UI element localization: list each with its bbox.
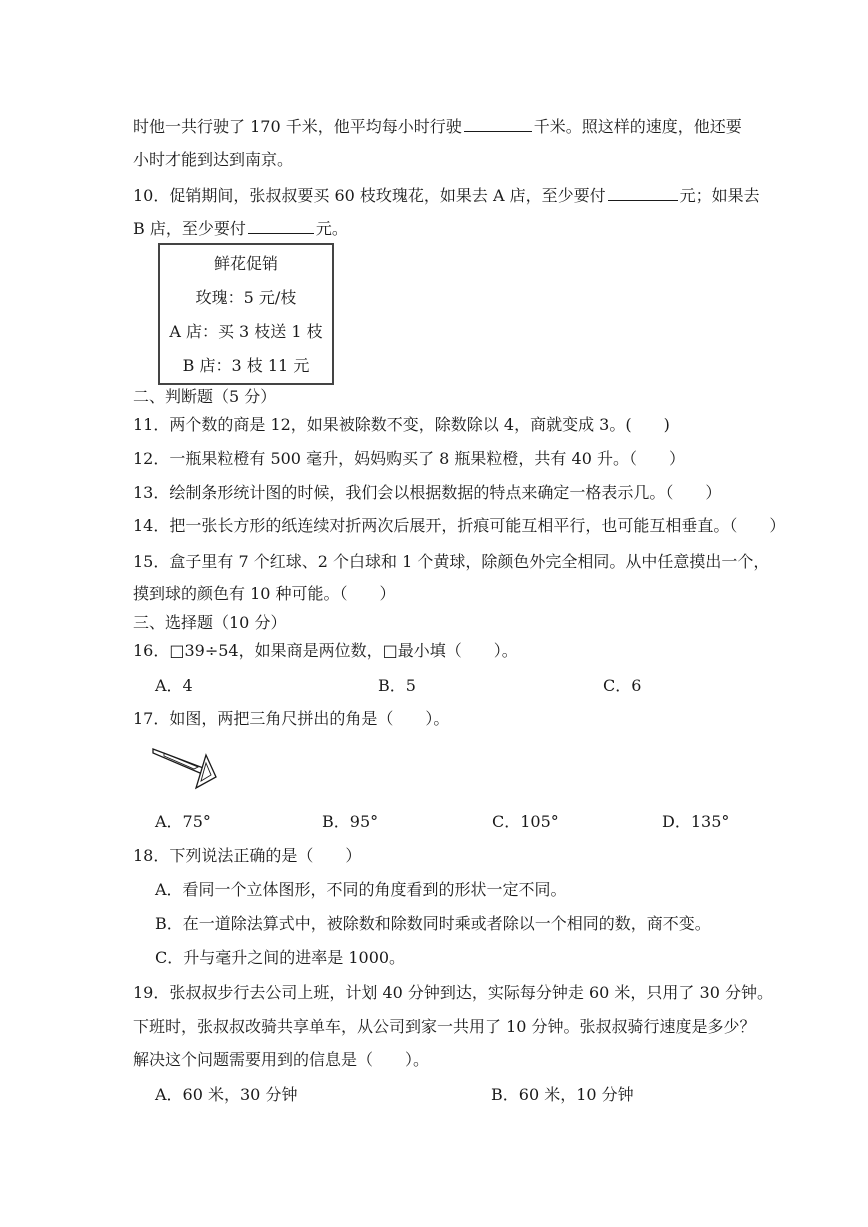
- judge-item: 14．把一张长方形的纸连续对折两次后展开，折痕可能互相平行，也可能互相垂直。（ ）: [133, 516, 786, 535]
- promo-title: 鲜花促销: [213, 254, 278, 273]
- q10-line2: [133, 218, 348, 239]
- q16-option-c[interactable]: C．6: [603, 676, 642, 695]
- judge-item: 13．绘制条形统计图的时候，我们会以根据数据的特点来确定一格表示几。（ ）: [133, 483, 722, 502]
- q19-option-a[interactable]: A．60 米，30 分钟: [155, 1085, 298, 1104]
- q19-line1: 19．张叔叔步行去公司上班，计划 40 分钟到达，实际每分钟走 60 米，只用了 30 分钟。: [133, 983, 773, 1002]
- set-squares-figure: [150, 745, 222, 799]
- q10-text-d: 元。: [315, 219, 348, 238]
- q9-line1: [133, 116, 742, 137]
- promo-box: [158, 243, 334, 385]
- answer-blank[interactable]: [464, 116, 532, 132]
- q18-option-b[interactable]: B．在一道除法算式中，被除数和除数同时乘或者除以一个相同的数，商不变。: [155, 914, 711, 933]
- q16-option-a[interactable]: A．4: [155, 676, 193, 695]
- q16-stem: 16．□39÷54，如果商是两位数，□最小填（ ）。: [133, 641, 518, 660]
- q18-option-a[interactable]: A．看同一个立体图形，不同的角度看到的形状一定不同。: [155, 880, 567, 899]
- promo-shop-b: B 店：3 枝 11 元: [182, 356, 310, 375]
- promo-price: 玫瑰：5 元/枝: [195, 288, 297, 307]
- q17-stem: 17．如图，两把三角尺拼出的角是（ ）。: [133, 709, 450, 728]
- q17-option-c[interactable]: C．105°: [492, 812, 559, 831]
- section3-heading: 三、选择题（10 分）: [133, 613, 287, 632]
- q9-text-a: 时他一共行驶了 170 千米，他平均每小时行驶: [133, 117, 462, 136]
- judge-item: 11．两个数的商是 12，如果被除数不变，除数除以 4，商就变成 3。( ): [133, 415, 670, 434]
- q17-option-a[interactable]: A．75°: [155, 812, 211, 831]
- q10-text-a: 10．促销期间，张叔叔要买 60 枝玫瑰花，如果去 A 店，至少要付: [133, 186, 606, 205]
- set-squares-icon: [150, 745, 222, 795]
- answer-blank[interactable]: [248, 218, 314, 234]
- q10-line1: [133, 185, 760, 206]
- q10-text-b: 元；如果去: [679, 186, 760, 205]
- q19-line2: 下班时，张叔叔改骑共享单车，从公司到家一共用了 10 分钟。张叔叔骑行速度是多少？: [133, 1017, 756, 1036]
- q9-text-b: 千米。照这样的速度，他还要: [533, 117, 742, 136]
- q18-option-c[interactable]: C．升与毫升之间的进率是 1000。: [155, 948, 406, 967]
- section2-heading: 二、判断题（5 分）: [133, 387, 277, 406]
- q18-stem: 18．下列说法正确的是（ ）: [133, 846, 362, 865]
- judge-item: 12．一瓶果粒橙有 500 毫升，妈妈购买了 8 瓶果粒橙，共有 40 升。（ ）: [133, 449, 685, 468]
- judge-item: 15．盒子里有 7 个红球、2 个白球和 1 个黄球，除颜色外完全相同。从中任意摸出一个，: [133, 552, 770, 571]
- q19-line3: 解决这个问题需要用到的信息是（ ）。: [133, 1050, 430, 1069]
- answer-blank[interactable]: [608, 185, 678, 201]
- q17-option-d[interactable]: D．135°: [662, 812, 730, 831]
- q10-text-c: B 店，至少要付: [133, 219, 246, 238]
- promo-shop-a: A 店：买 3 枝送 1 枝: [169, 322, 323, 341]
- q17-option-b[interactable]: B．95°: [322, 812, 379, 831]
- q19-option-b[interactable]: B．60 米，10 分钟: [491, 1085, 634, 1104]
- q16-option-b[interactable]: B．5: [378, 676, 416, 695]
- q9-line2: 小时才能到达到南京。: [133, 150, 294, 169]
- judge-item-cont: 摸到球的颜色有 10 种可能。（ ）: [133, 584, 396, 603]
